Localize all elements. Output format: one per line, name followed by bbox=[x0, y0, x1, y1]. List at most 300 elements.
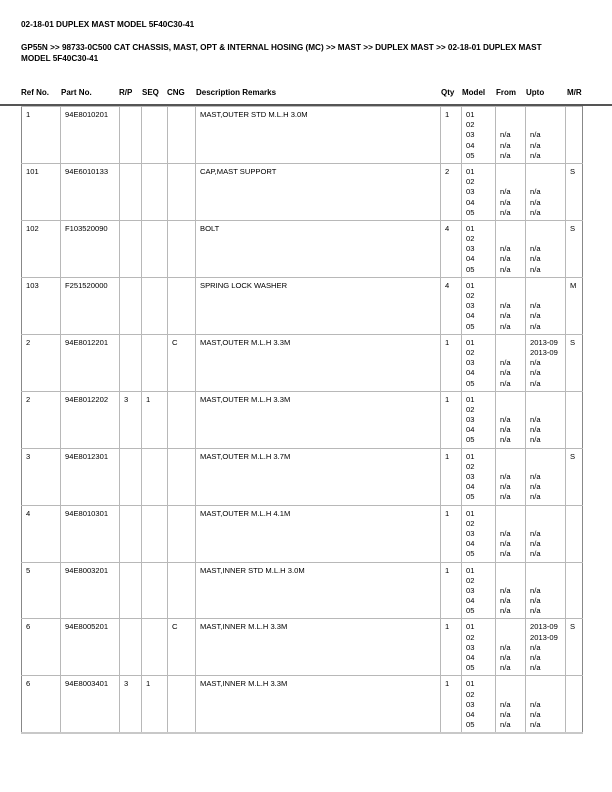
from-value: n/a bbox=[500, 709, 511, 719]
model-cell bbox=[462, 676, 496, 733]
model-value: 01 bbox=[466, 223, 475, 233]
model-value: 02 bbox=[466, 575, 475, 585]
rp-cell bbox=[120, 619, 142, 676]
mr-cell: S bbox=[566, 334, 583, 391]
model-value: 02 bbox=[466, 177, 475, 187]
upto-value bbox=[530, 281, 565, 291]
table-row bbox=[22, 562, 583, 619]
description-cell: CAP,MAST SUPPORT bbox=[196, 163, 441, 220]
from-cell bbox=[496, 448, 526, 505]
cng-cell bbox=[168, 676, 196, 733]
upto-value bbox=[530, 167, 565, 177]
part-no-cell: 94E8010201 bbox=[61, 107, 120, 164]
description-cell: MAST,INNER STD M.L.H 3.0M bbox=[196, 562, 441, 619]
cng-cell bbox=[168, 448, 196, 505]
from-cell bbox=[496, 619, 526, 676]
from-value bbox=[500, 110, 525, 120]
rp-cell bbox=[120, 448, 142, 505]
mr-cell bbox=[566, 676, 583, 733]
upto-value bbox=[530, 679, 565, 689]
ref-no-cell: 6 bbox=[22, 619, 61, 676]
qty-cell: 4 bbox=[441, 277, 462, 334]
upto-value: n/a bbox=[530, 311, 541, 321]
from-value: n/a bbox=[500, 264, 511, 274]
mr-cell: S bbox=[566, 220, 583, 277]
upto-value: n/a bbox=[530, 642, 541, 652]
upto-value: n/a bbox=[530, 415, 541, 425]
from-value: n/a bbox=[500, 207, 511, 217]
from-value bbox=[500, 509, 525, 519]
from-cell bbox=[496, 163, 526, 220]
upto-value: n/a bbox=[530, 140, 541, 150]
from-value bbox=[500, 452, 525, 462]
model-value: 05 bbox=[466, 150, 475, 160]
seq-cell bbox=[142, 505, 168, 562]
rp-cell bbox=[120, 334, 142, 391]
model-value: 01 bbox=[466, 166, 475, 176]
header-from: From bbox=[496, 88, 516, 97]
rp-cell: 3 bbox=[120, 676, 142, 733]
model-cell bbox=[462, 334, 496, 391]
model-value: 02 bbox=[466, 632, 475, 642]
upto-value: n/a bbox=[530, 150, 541, 160]
ref-no-cell: 2 bbox=[22, 391, 61, 448]
ref-no-cell: 5 bbox=[22, 562, 61, 619]
model-value: 04 bbox=[466, 596, 475, 606]
upto-value bbox=[530, 234, 565, 244]
table-row bbox=[22, 505, 583, 562]
breadcrumb bbox=[21, 42, 601, 64]
model-value: 04 bbox=[466, 482, 475, 492]
seq-cell bbox=[142, 562, 168, 619]
model-value: 05 bbox=[466, 720, 475, 730]
rp-cell bbox=[120, 505, 142, 562]
from-value bbox=[500, 291, 525, 301]
model-value: 05 bbox=[466, 378, 475, 388]
table-row bbox=[22, 220, 583, 277]
from-value: n/a bbox=[500, 150, 511, 160]
upto-value: n/a bbox=[530, 720, 541, 730]
from-cell bbox=[496, 220, 526, 277]
upto-value: n/a bbox=[530, 358, 541, 368]
upto-cell bbox=[526, 391, 566, 448]
from-value bbox=[500, 167, 525, 177]
model-value: 03 bbox=[466, 415, 475, 425]
from-value bbox=[500, 234, 525, 244]
from-value: n/a bbox=[500, 596, 511, 606]
table-row bbox=[22, 619, 583, 676]
from-value bbox=[500, 622, 525, 632]
seq-cell bbox=[142, 277, 168, 334]
from-value bbox=[500, 690, 525, 700]
model-value: 03 bbox=[466, 699, 475, 709]
model-value: 04 bbox=[466, 653, 475, 662]
seq-cell bbox=[142, 163, 168, 220]
seq-cell bbox=[142, 107, 168, 164]
model-cell bbox=[462, 505, 496, 562]
description-cell: MAST,OUTER M.L.H 3.3M bbox=[196, 334, 441, 391]
ref-no-cell: 102 bbox=[22, 220, 61, 277]
from-value: n/a bbox=[500, 539, 511, 549]
from-cell bbox=[496, 277, 526, 334]
upto-value: n/a bbox=[530, 699, 541, 709]
qty-cell: 1 bbox=[441, 334, 462, 391]
upto-value: n/a bbox=[530, 482, 541, 492]
from-value: n/a bbox=[500, 606, 511, 616]
model-value: 01 bbox=[466, 337, 475, 347]
table-row bbox=[22, 448, 583, 505]
mr-cell: S bbox=[566, 619, 583, 676]
model-cell bbox=[462, 220, 496, 277]
cng-cell bbox=[168, 391, 196, 448]
upto-value bbox=[530, 690, 565, 700]
cng-cell bbox=[168, 277, 196, 334]
qty-cell: 1 bbox=[441, 391, 462, 448]
upto-cell bbox=[526, 562, 566, 619]
upto-value: n/a bbox=[530, 264, 541, 274]
model-value: 04 bbox=[466, 425, 475, 435]
upto-cell bbox=[526, 163, 566, 220]
rp-cell bbox=[120, 163, 142, 220]
description-cell: MAST,OUTER STD M.L.H 3.0M bbox=[196, 107, 441, 164]
ref-no-cell: 2 bbox=[22, 334, 61, 391]
description-cell: MAST,INNER M.L.H 3.3M bbox=[196, 619, 441, 676]
seq-cell bbox=[142, 619, 168, 676]
ref-no-cell: 101 bbox=[22, 163, 61, 220]
upto-value: n/a bbox=[530, 549, 541, 559]
model-value: 02 bbox=[466, 291, 475, 300]
upto-value: 2013-09 bbox=[530, 347, 558, 357]
upto-cell bbox=[526, 334, 566, 391]
model-value: 02 bbox=[466, 461, 475, 471]
model-value: 02 bbox=[466, 404, 475, 414]
upto-value bbox=[530, 509, 565, 519]
table-row bbox=[22, 277, 583, 334]
upto-cell bbox=[526, 505, 566, 562]
upto-value: n/a bbox=[530, 528, 541, 538]
rp-cell bbox=[120, 220, 142, 277]
qty-cell: 1 bbox=[441, 562, 462, 619]
model-value: 05 bbox=[466, 207, 475, 217]
from-value bbox=[500, 519, 525, 529]
part-no-cell: 94E6010133 bbox=[61, 163, 120, 220]
model-value: 05 bbox=[466, 321, 475, 331]
upto-value: n/a bbox=[530, 368, 541, 378]
header-mr: M/R bbox=[567, 88, 582, 97]
model-value: 03 bbox=[466, 130, 475, 140]
model-value: 03 bbox=[466, 187, 475, 197]
from-value: n/a bbox=[500, 311, 511, 321]
from-value: n/a bbox=[500, 140, 511, 150]
cng-cell bbox=[168, 220, 196, 277]
header-qty: Qty bbox=[441, 88, 455, 97]
from-value: n/a bbox=[500, 720, 511, 730]
header-description: Description Remarks bbox=[196, 88, 277, 97]
model-cell bbox=[462, 277, 496, 334]
mr-cell: S bbox=[566, 448, 583, 505]
upto-value: n/a bbox=[530, 425, 541, 435]
qty-cell: 1 bbox=[441, 676, 462, 733]
from-value bbox=[500, 576, 525, 586]
from-value bbox=[500, 177, 525, 187]
upto-value: n/a bbox=[530, 207, 541, 217]
page-title: 02-18-01 DUPLEX MAST MODEL 5F40C30-41 bbox=[21, 20, 195, 29]
upto-cell bbox=[526, 448, 566, 505]
table-row bbox=[22, 676, 583, 733]
upto-value bbox=[530, 224, 565, 234]
from-value bbox=[500, 566, 525, 576]
from-value: n/a bbox=[500, 254, 511, 264]
description-cell: MAST,OUTER M.L.H 3.3M bbox=[196, 391, 441, 448]
mr-cell bbox=[566, 505, 583, 562]
upto-cell bbox=[526, 107, 566, 164]
ref-no-cell: 3 bbox=[22, 448, 61, 505]
model-value: 03 bbox=[466, 642, 475, 652]
model-value: 01 bbox=[466, 451, 475, 461]
upto-value: n/a bbox=[530, 321, 541, 331]
upto-value: n/a bbox=[530, 472, 541, 481]
upto-value bbox=[530, 566, 565, 576]
model-value: 01 bbox=[466, 280, 475, 290]
upto-value bbox=[530, 120, 565, 130]
upto-value bbox=[530, 462, 565, 472]
from-value: n/a bbox=[500, 197, 511, 207]
table-row bbox=[22, 163, 583, 220]
upto-cell bbox=[526, 619, 566, 676]
upto-value bbox=[530, 519, 565, 529]
seq-cell bbox=[142, 334, 168, 391]
from-value bbox=[500, 462, 525, 472]
header-seq: SEQ bbox=[142, 88, 159, 97]
from-cell bbox=[496, 334, 526, 391]
model-value: 01 bbox=[466, 110, 475, 119]
model-cell bbox=[462, 619, 496, 676]
description-cell: MAST,OUTER M.L.H 3.7M bbox=[196, 448, 441, 505]
upto-cell bbox=[526, 277, 566, 334]
upto-value: n/a bbox=[530, 187, 541, 197]
upto-value: n/a bbox=[530, 301, 541, 311]
qty-cell: 1 bbox=[441, 107, 462, 164]
upto-cell bbox=[526, 220, 566, 277]
description-cell: MAST,OUTER M.L.H 4.1M bbox=[196, 505, 441, 562]
mr-cell: S bbox=[566, 163, 583, 220]
part-no-cell: F103520090 bbox=[61, 220, 120, 277]
model-value: 02 bbox=[466, 120, 475, 130]
header-cng: CNG bbox=[167, 88, 185, 97]
part-no-cell: F251520000 bbox=[61, 277, 120, 334]
from-value: n/a bbox=[500, 378, 511, 388]
upto-value: n/a bbox=[530, 435, 541, 445]
model-value: 03 bbox=[466, 585, 475, 595]
upto-value: 2013-09 bbox=[530, 337, 558, 347]
seq-cell bbox=[142, 220, 168, 277]
cng-cell: C bbox=[168, 334, 196, 391]
cng-cell bbox=[168, 107, 196, 164]
upto-value: n/a bbox=[530, 378, 541, 388]
seq-cell: 1 bbox=[142, 391, 168, 448]
from-value: n/a bbox=[500, 699, 511, 709]
from-value bbox=[500, 679, 525, 689]
upto-value: n/a bbox=[530, 653, 541, 662]
upto-value bbox=[530, 395, 565, 405]
upto-value: n/a bbox=[530, 663, 541, 673]
model-value: 03 bbox=[466, 301, 475, 311]
breadcrumb-line-2: MODEL 5F40C30-41 bbox=[21, 54, 99, 63]
from-value: n/a bbox=[500, 415, 511, 425]
from-cell bbox=[496, 391, 526, 448]
ref-no-cell: 6 bbox=[22, 676, 61, 733]
model-value: 05 bbox=[466, 435, 475, 445]
header-ref-no: Ref No. bbox=[21, 88, 49, 97]
from-value: n/a bbox=[500, 425, 511, 435]
cng-cell: C bbox=[168, 619, 196, 676]
ref-no-cell: 1 bbox=[22, 107, 61, 164]
model-value: 03 bbox=[466, 472, 475, 481]
table-row bbox=[22, 334, 583, 391]
qty-cell: 1 bbox=[441, 505, 462, 562]
cng-cell bbox=[168, 562, 196, 619]
from-value bbox=[500, 633, 525, 643]
from-value: n/a bbox=[500, 368, 511, 378]
rp-cell bbox=[120, 107, 142, 164]
from-value: n/a bbox=[500, 130, 511, 140]
model-value: 04 bbox=[466, 709, 475, 719]
upto-value bbox=[530, 291, 565, 301]
from-value bbox=[500, 224, 525, 234]
seq-cell bbox=[142, 448, 168, 505]
qty-cell: 2 bbox=[441, 163, 462, 220]
model-value: 02 bbox=[466, 689, 475, 699]
ref-no-cell: 4 bbox=[22, 505, 61, 562]
from-value bbox=[500, 405, 525, 415]
from-value: n/a bbox=[500, 301, 511, 311]
upto-value: n/a bbox=[530, 709, 541, 719]
upto-value bbox=[530, 452, 565, 462]
upto-value: n/a bbox=[530, 492, 541, 502]
model-value: 01 bbox=[466, 508, 475, 518]
from-value bbox=[500, 338, 525, 348]
from-value: n/a bbox=[500, 528, 511, 538]
upto-value: n/a bbox=[530, 244, 541, 254]
part-no-cell: 94E8005201 bbox=[61, 619, 120, 676]
from-value: n/a bbox=[500, 642, 511, 652]
part-no-cell: 94E8012301 bbox=[61, 448, 120, 505]
model-value: 01 bbox=[466, 679, 475, 689]
upto-value: 2013-09 bbox=[530, 632, 558, 642]
from-value: n/a bbox=[500, 472, 511, 481]
part-no-cell: 94E8012202 bbox=[61, 391, 120, 448]
model-value: 02 bbox=[466, 347, 475, 357]
upto-value: n/a bbox=[530, 197, 541, 207]
model-value: 04 bbox=[466, 539, 475, 549]
model-cell bbox=[462, 163, 496, 220]
qty-cell: 1 bbox=[441, 619, 462, 676]
model-value: 01 bbox=[466, 565, 475, 575]
model-value: 03 bbox=[466, 528, 475, 538]
upto-value: n/a bbox=[530, 130, 541, 140]
ref-no-cell: 103 bbox=[22, 277, 61, 334]
header-model: Model bbox=[462, 88, 486, 97]
part-no-cell: 94E8010301 bbox=[61, 505, 120, 562]
model-value: 04 bbox=[466, 368, 475, 378]
model-value: 05 bbox=[466, 663, 475, 673]
model-value: 04 bbox=[466, 140, 475, 150]
from-cell bbox=[496, 562, 526, 619]
rp-cell bbox=[120, 277, 142, 334]
upto-value bbox=[530, 405, 565, 415]
upto-cell bbox=[526, 676, 566, 733]
description-cell: MAST,INNER M.L.H 3.3M bbox=[196, 676, 441, 733]
from-value bbox=[500, 395, 525, 405]
from-value bbox=[500, 120, 525, 130]
table-row bbox=[22, 391, 583, 448]
breadcrumb-line-1: GP55N >> 98733-0C500 CAT CHASSIS, MAST, OPT & INTERNAL HOSING (MC) >> MAST >> DUPLEX MAST >> 02-18-01 DUPLEX MAST bbox=[21, 43, 542, 52]
header-upto: Upto bbox=[526, 88, 545, 97]
model-value: 05 bbox=[466, 549, 475, 559]
cng-cell bbox=[168, 505, 196, 562]
from-value: n/a bbox=[500, 358, 511, 368]
rp-cell: 3 bbox=[120, 391, 142, 448]
from-value: n/a bbox=[500, 435, 511, 445]
upto-value: n/a bbox=[530, 596, 541, 606]
model-cell bbox=[462, 107, 496, 164]
model-value: 02 bbox=[466, 234, 475, 244]
qty-cell: 4 bbox=[441, 220, 462, 277]
model-value: 04 bbox=[466, 197, 475, 207]
from-value: n/a bbox=[500, 321, 511, 331]
from-value: n/a bbox=[500, 663, 511, 673]
model-cell bbox=[462, 391, 496, 448]
seq-cell: 1 bbox=[142, 676, 168, 733]
upto-value: n/a bbox=[530, 254, 541, 264]
upto-value: n/a bbox=[530, 539, 541, 549]
from-value: n/a bbox=[500, 549, 511, 559]
qty-cell: 1 bbox=[441, 448, 462, 505]
upto-value bbox=[530, 576, 565, 586]
from-value: n/a bbox=[500, 187, 511, 197]
from-value: n/a bbox=[500, 492, 511, 502]
from-cell bbox=[496, 107, 526, 164]
from-value: n/a bbox=[500, 653, 511, 662]
upto-value: n/a bbox=[530, 585, 541, 595]
upto-value: n/a bbox=[530, 606, 541, 616]
mr-cell: M bbox=[566, 277, 583, 334]
upto-value: 2013-09 bbox=[530, 622, 558, 632]
mr-cell bbox=[566, 562, 583, 619]
model-value: 01 bbox=[466, 622, 475, 632]
model-value: 03 bbox=[466, 358, 475, 368]
model-value: 02 bbox=[466, 518, 475, 528]
upto-value bbox=[530, 177, 565, 187]
from-value: n/a bbox=[500, 585, 511, 595]
model-value: 04 bbox=[466, 254, 475, 264]
model-value: 03 bbox=[466, 244, 475, 254]
part-no-cell: 94E8012201 bbox=[61, 334, 120, 391]
cng-cell bbox=[168, 163, 196, 220]
description-cell: BOLT bbox=[196, 220, 441, 277]
model-value: 01 bbox=[466, 394, 475, 404]
part-no-cell: 94E8003201 bbox=[61, 562, 120, 619]
description-cell: SPRING LOCK WASHER bbox=[196, 277, 441, 334]
upto-value bbox=[530, 110, 565, 120]
part-no-cell: 94E8003401 bbox=[61, 676, 120, 733]
table-row bbox=[22, 107, 583, 164]
header-part-no: Part No. bbox=[61, 88, 92, 97]
rp-cell bbox=[120, 562, 142, 619]
model-value: 05 bbox=[466, 606, 475, 616]
from-cell bbox=[496, 676, 526, 733]
from-value bbox=[500, 348, 525, 358]
